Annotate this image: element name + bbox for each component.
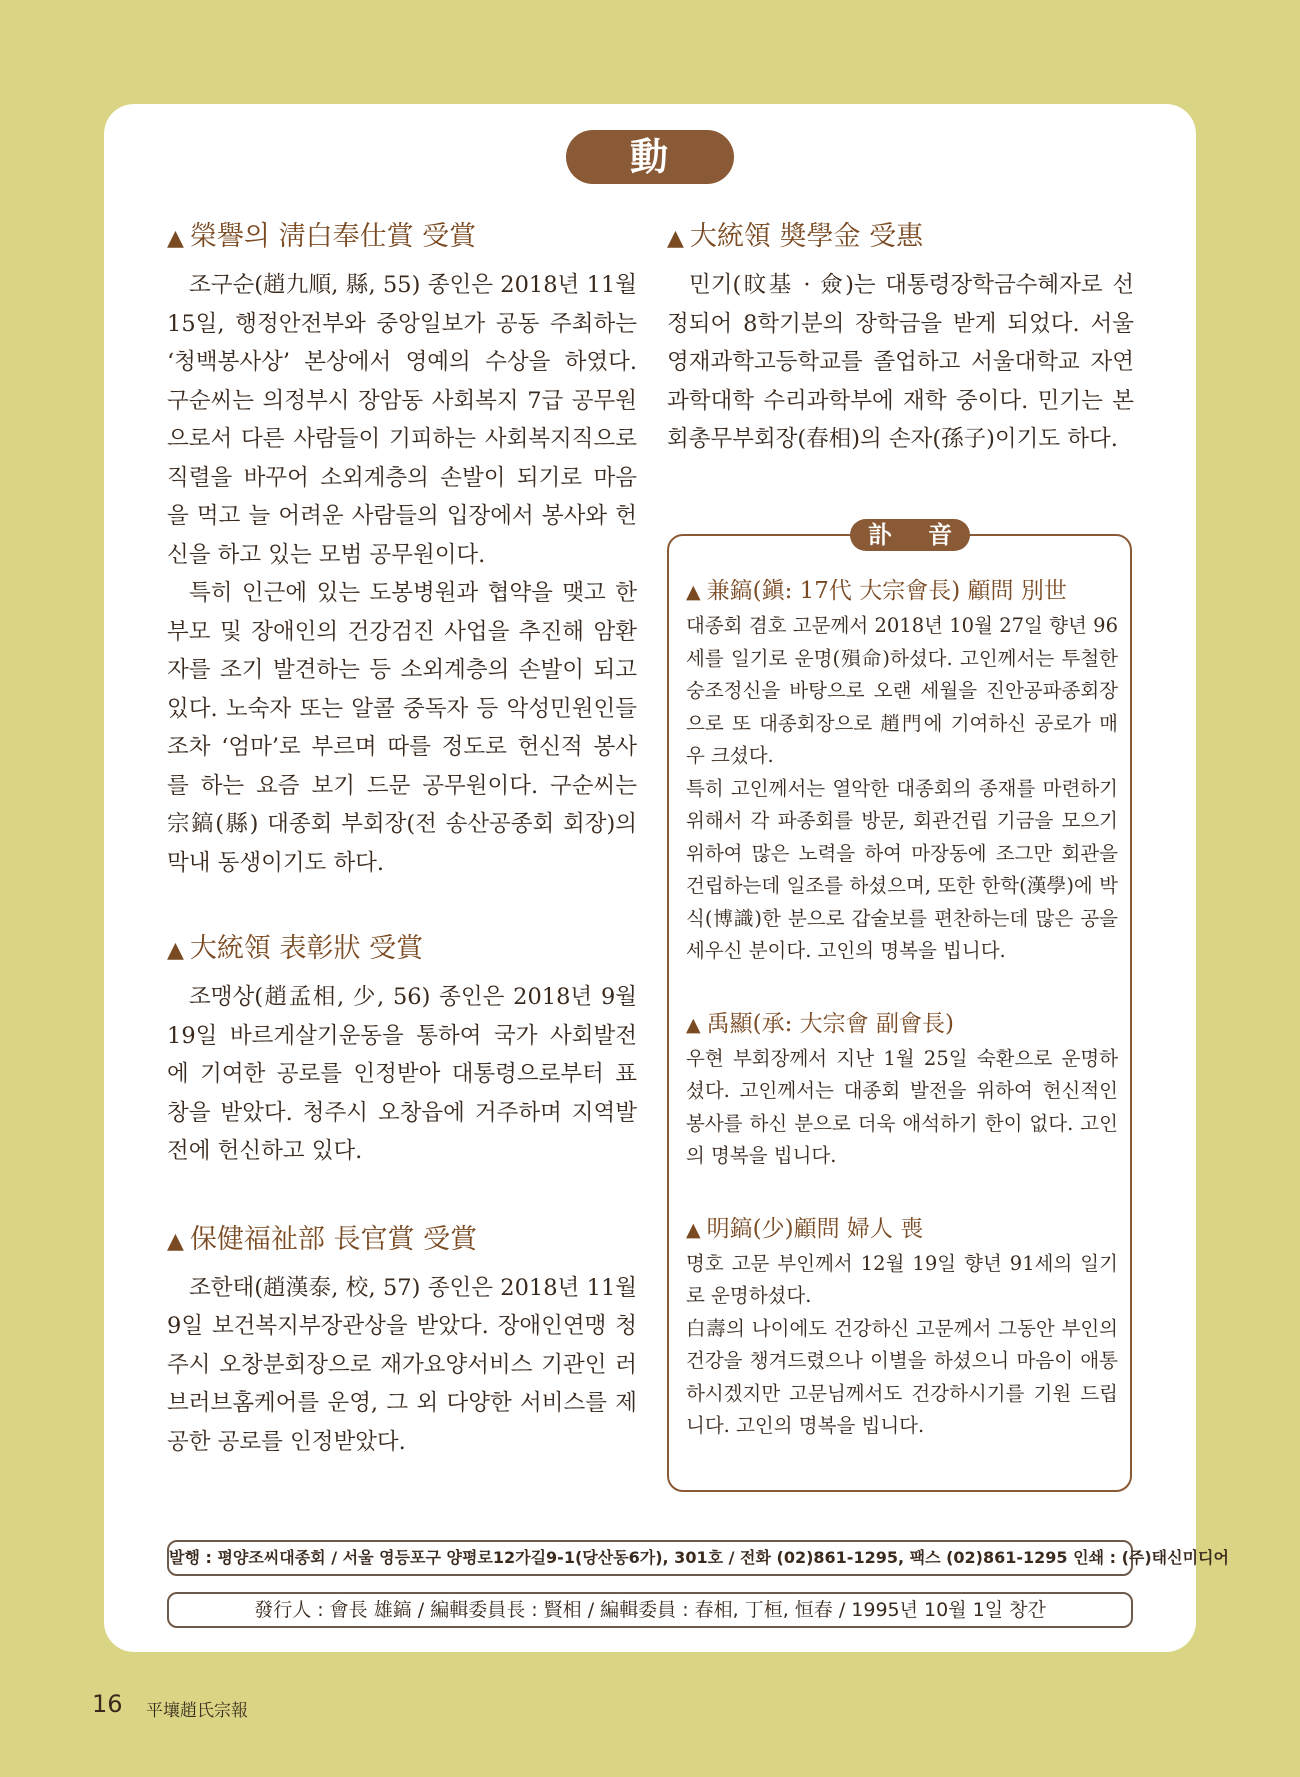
obituary-heading-text: 明鎬(少)顧問 婦人 喪	[706, 1215, 924, 1242]
triangle-icon: ▲	[686, 1218, 701, 1241]
article-paragraph: 조맹상(趙孟相, 少, 56) 종인은 2018년 9월 19일 바르게살기운동을 통하여 국가 사회발전에 기여한 공로를 인정받아 대통령으로부터 표창을 받았다. 청주시 오창읍에 거주하며 지역발전에 헌신하고 있다.	[167, 984, 637, 1164]
article-heading	[167, 1221, 637, 1261]
obituary-paragraph: 대종회 겸호 고문께서 2018년 10월 27일 향년 96세를 일기로 운명(殞命)하셨다. 고인께서는 투철한 숭조정신을 바탕으로 오랜 세월을 진안공파종회장으로 또 대종회장으로 趙門에 기여하신 공로가 매우 크셨다.	[686, 614, 1118, 767]
triangle-icon: ▲	[686, 581, 701, 603]
obituary-paragraph: 白壽의 나이에도 건강하신 고문께서 그동안 부인의 건강을 챙겨드렸으나 이별을 하셨으니 마음이 애통하시겠지만 고문님께서도 건강하시기를 기원 드립니다. 고인의 명복을 빕니다.	[686, 1316, 1118, 1437]
article-heading-text: 保健福祉部 長官賞 受賞	[189, 1223, 478, 1255]
obituary-body	[686, 575, 1118, 1443]
obituary-heading	[686, 1008, 1118, 1041]
triangle-icon: ▲	[686, 1013, 701, 1036]
article-heading-text: 榮譽의 淸白奉仕賞 受賞	[189, 221, 477, 252]
right-column	[667, 218, 1134, 459]
obituary-title: 訃 音	[850, 519, 970, 551]
obituary-paragraph: 특히 고인께서는 열악한 대종회의 종재를 마련하기 위해서 각 파종회를 방문, 회관건립 기금을 모으기 위하여 많은 노력을 하여 마장동에 조그만 회관을 건립하는데 일조를 하셨으며, 또한 한학(漢學)에 박식(博識)한 분으로 갑술보를 편찬하는데 많은 공을 세우신 분이다. 고인의 명복을 빕니다.	[686, 776, 1118, 962]
article-paragraph: 조한태(趙漢泰, 校, 57) 종인은 2018년 11월 9일 보건복지부장관상을 받았다. 장애인연맹 청주시 오창분회장으로 재가요양서비스 기관인 러브러브홈케어를 운영, 그 외 다양한 서비스를 제공한 공로를 인정받았다.	[167, 1274, 637, 1455]
obituary-heading-text: 禹顯(承: 大宗會 副會長)	[706, 1010, 954, 1037]
triangle-icon: ▲	[667, 226, 684, 251]
article-heading-text: 大統領 奬學金 受惠	[689, 221, 924, 252]
article-heading	[667, 218, 1134, 258]
obituary-heading	[686, 575, 1118, 608]
section-banner: 動 靜	[566, 130, 734, 184]
publisher-info: 발행 : 평양조씨대종회 / 서울 영등포구 양평로12가길9-1(당산동6가), 301호 / 전화 (02)861-1295, 팩스 (02)861-1295 인쇄 : (주)태신미디어	[167, 1540, 1133, 1576]
obituary-heading	[686, 1213, 1118, 1246]
article-paragraph: 조구순(趙九順, 縣, 55) 종인은 2018년 11월 15일, 행정안전부와 중앙일보가 공동 주최하는 ‘청백봉사상’ 본상에서 영예의 수상을 하였다. 구순씨는 의정부시 장암동 사회복지 7급 공무원으로서 다른 사람들이 기피하는 사회복지직으로 직렬을 바꾸어 소외계층의 손발이 되기로 마음을 먹고 늘 어려운 사람들의 입장에서 봉사와 헌신을 하고 있는 모범 공무원이다.	[167, 272, 637, 568]
article-heading-text: 大統領 表彰狀 受賞	[189, 933, 424, 964]
article-paragraph: 특히 인근에 있는 도봉병원과 협약을 맺고 한 부모 및 장애인의 건강검진 사업을 추진해 암환자를 조기 발견하는 등 소외계층의 손발이 되고 있다. 노숙자 또는 알콜 중독자 등 악성민원인들 조차 ‘엄마’로 부르며 따를 정도로 헌신적 봉사를 하는 요즘 보기 드문 공무원이다. 구순씨는 宗鎬(縣) 대종회 부회장(전 송산공종회 회장)의 막내 동생이기도 하다.	[167, 580, 637, 876]
obituary-heading-text: 兼鎬(鎭: 17代 大宗會長) 顧問 別世	[706, 578, 1067, 604]
article-heading	[167, 930, 637, 970]
page-number: 16	[92, 1690, 123, 1718]
triangle-icon: ▲	[167, 1228, 184, 1254]
left-column	[167, 218, 637, 1461]
obituary-paragraph: 명호 고문 부인께서 12월 19일 향년 91세의 일기로 운명하셨다.	[686, 1251, 1118, 1307]
obituary-paragraph: 우현 부회장께서 지난 1월 25일 숙환으로 운명하셨다. 고인께서는 대종회 발전을 위하여 헌신적인 봉사를 하신 분으로 더욱 애석하기 한이 없다. 고인의 명복을 빕니다.	[686, 1046, 1118, 1167]
publication-name: 平壤趙氏宗報	[146, 1701, 248, 1721]
article-heading	[167, 218, 637, 258]
editorial-info: 發行人 : 會長 雄鎬 / 編輯委員長 : 賢相 / 編輯委員 : 春相, 丁桓, 恒春 / 1995년 10월 1일 창간	[167, 1592, 1133, 1628]
article-paragraph: 민기(旼基 · 僉)는 대통령장학금수혜자로 선정되어 8학기분의 장학금을 받게 되었다. 서울영재과학고등학교를 졸업하고 서울대학교 자연과학대학 수리과학부에 재학 중이다. 민기는 본회총무부회장(春相)의 손자(孫子)이기도 하다.	[667, 272, 1134, 452]
triangle-icon: ▲	[167, 938, 184, 963]
triangle-icon: ▲	[167, 226, 184, 251]
